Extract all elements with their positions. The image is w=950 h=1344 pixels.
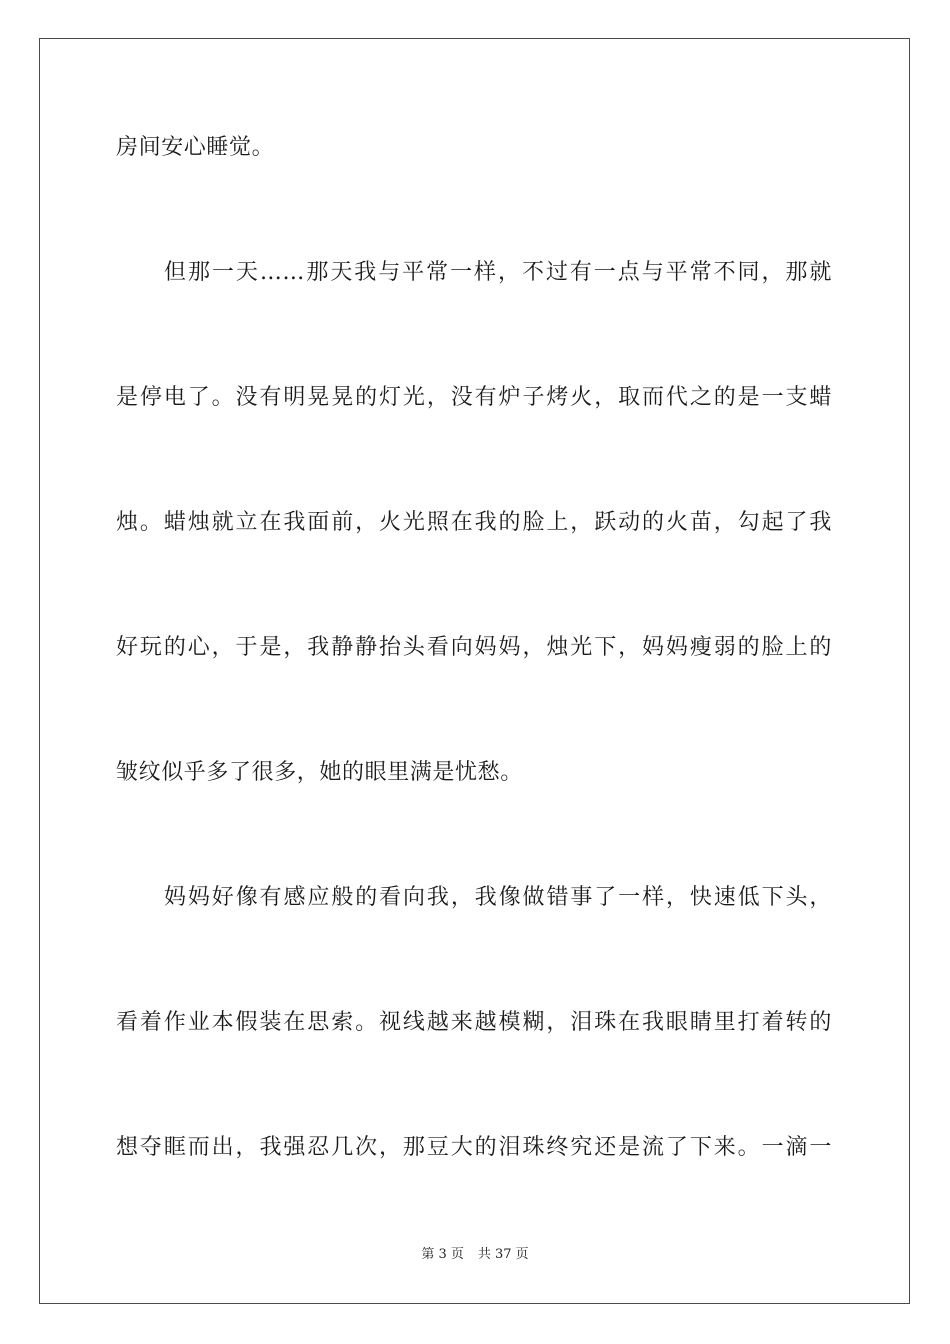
text-line-8: 看着作业本假装在思索。视线越来越模糊，泪珠在我眼睛里打着转的 <box>116 1010 832 1035</box>
page-border <box>39 38 910 1304</box>
text-line-4: 烛。蜡烛就立在我面前，火光照在我的脸上，跃动的火苗，勾起了我 <box>116 510 832 535</box>
text-line-3: 是停电了。没有明晃晃的灯光，没有炉子烤火，取而代之的是一支蜡 <box>116 385 832 410</box>
text-line-6: 皱纹似乎多了很多，她的眼里满是忧愁。 <box>116 760 523 785</box>
text-line-9: 想夺眶而出，我强忍几次，那豆大的泪珠终究还是流了下来。一滴一 <box>116 1135 832 1160</box>
text-line-1: 房间安心睡觉。 <box>116 135 275 160</box>
page-total: 共 37 页 <box>477 1247 529 1262</box>
text-line-2: 但那一天……那天我与平常一样，不过有一点与平常不同，那就 <box>164 260 832 285</box>
page-number: 第 3 页 <box>421 1247 464 1262</box>
page-footer <box>0 1247 950 1263</box>
text-line-5: 好玩的心，于是，我静静抬头看向妈妈，烛光下，妈妈瘦弱的脸上的 <box>116 635 832 660</box>
text-line-7: 妈妈好像有感应般的看向我，我像做错事了一样，快速低下头， <box>164 885 832 910</box>
